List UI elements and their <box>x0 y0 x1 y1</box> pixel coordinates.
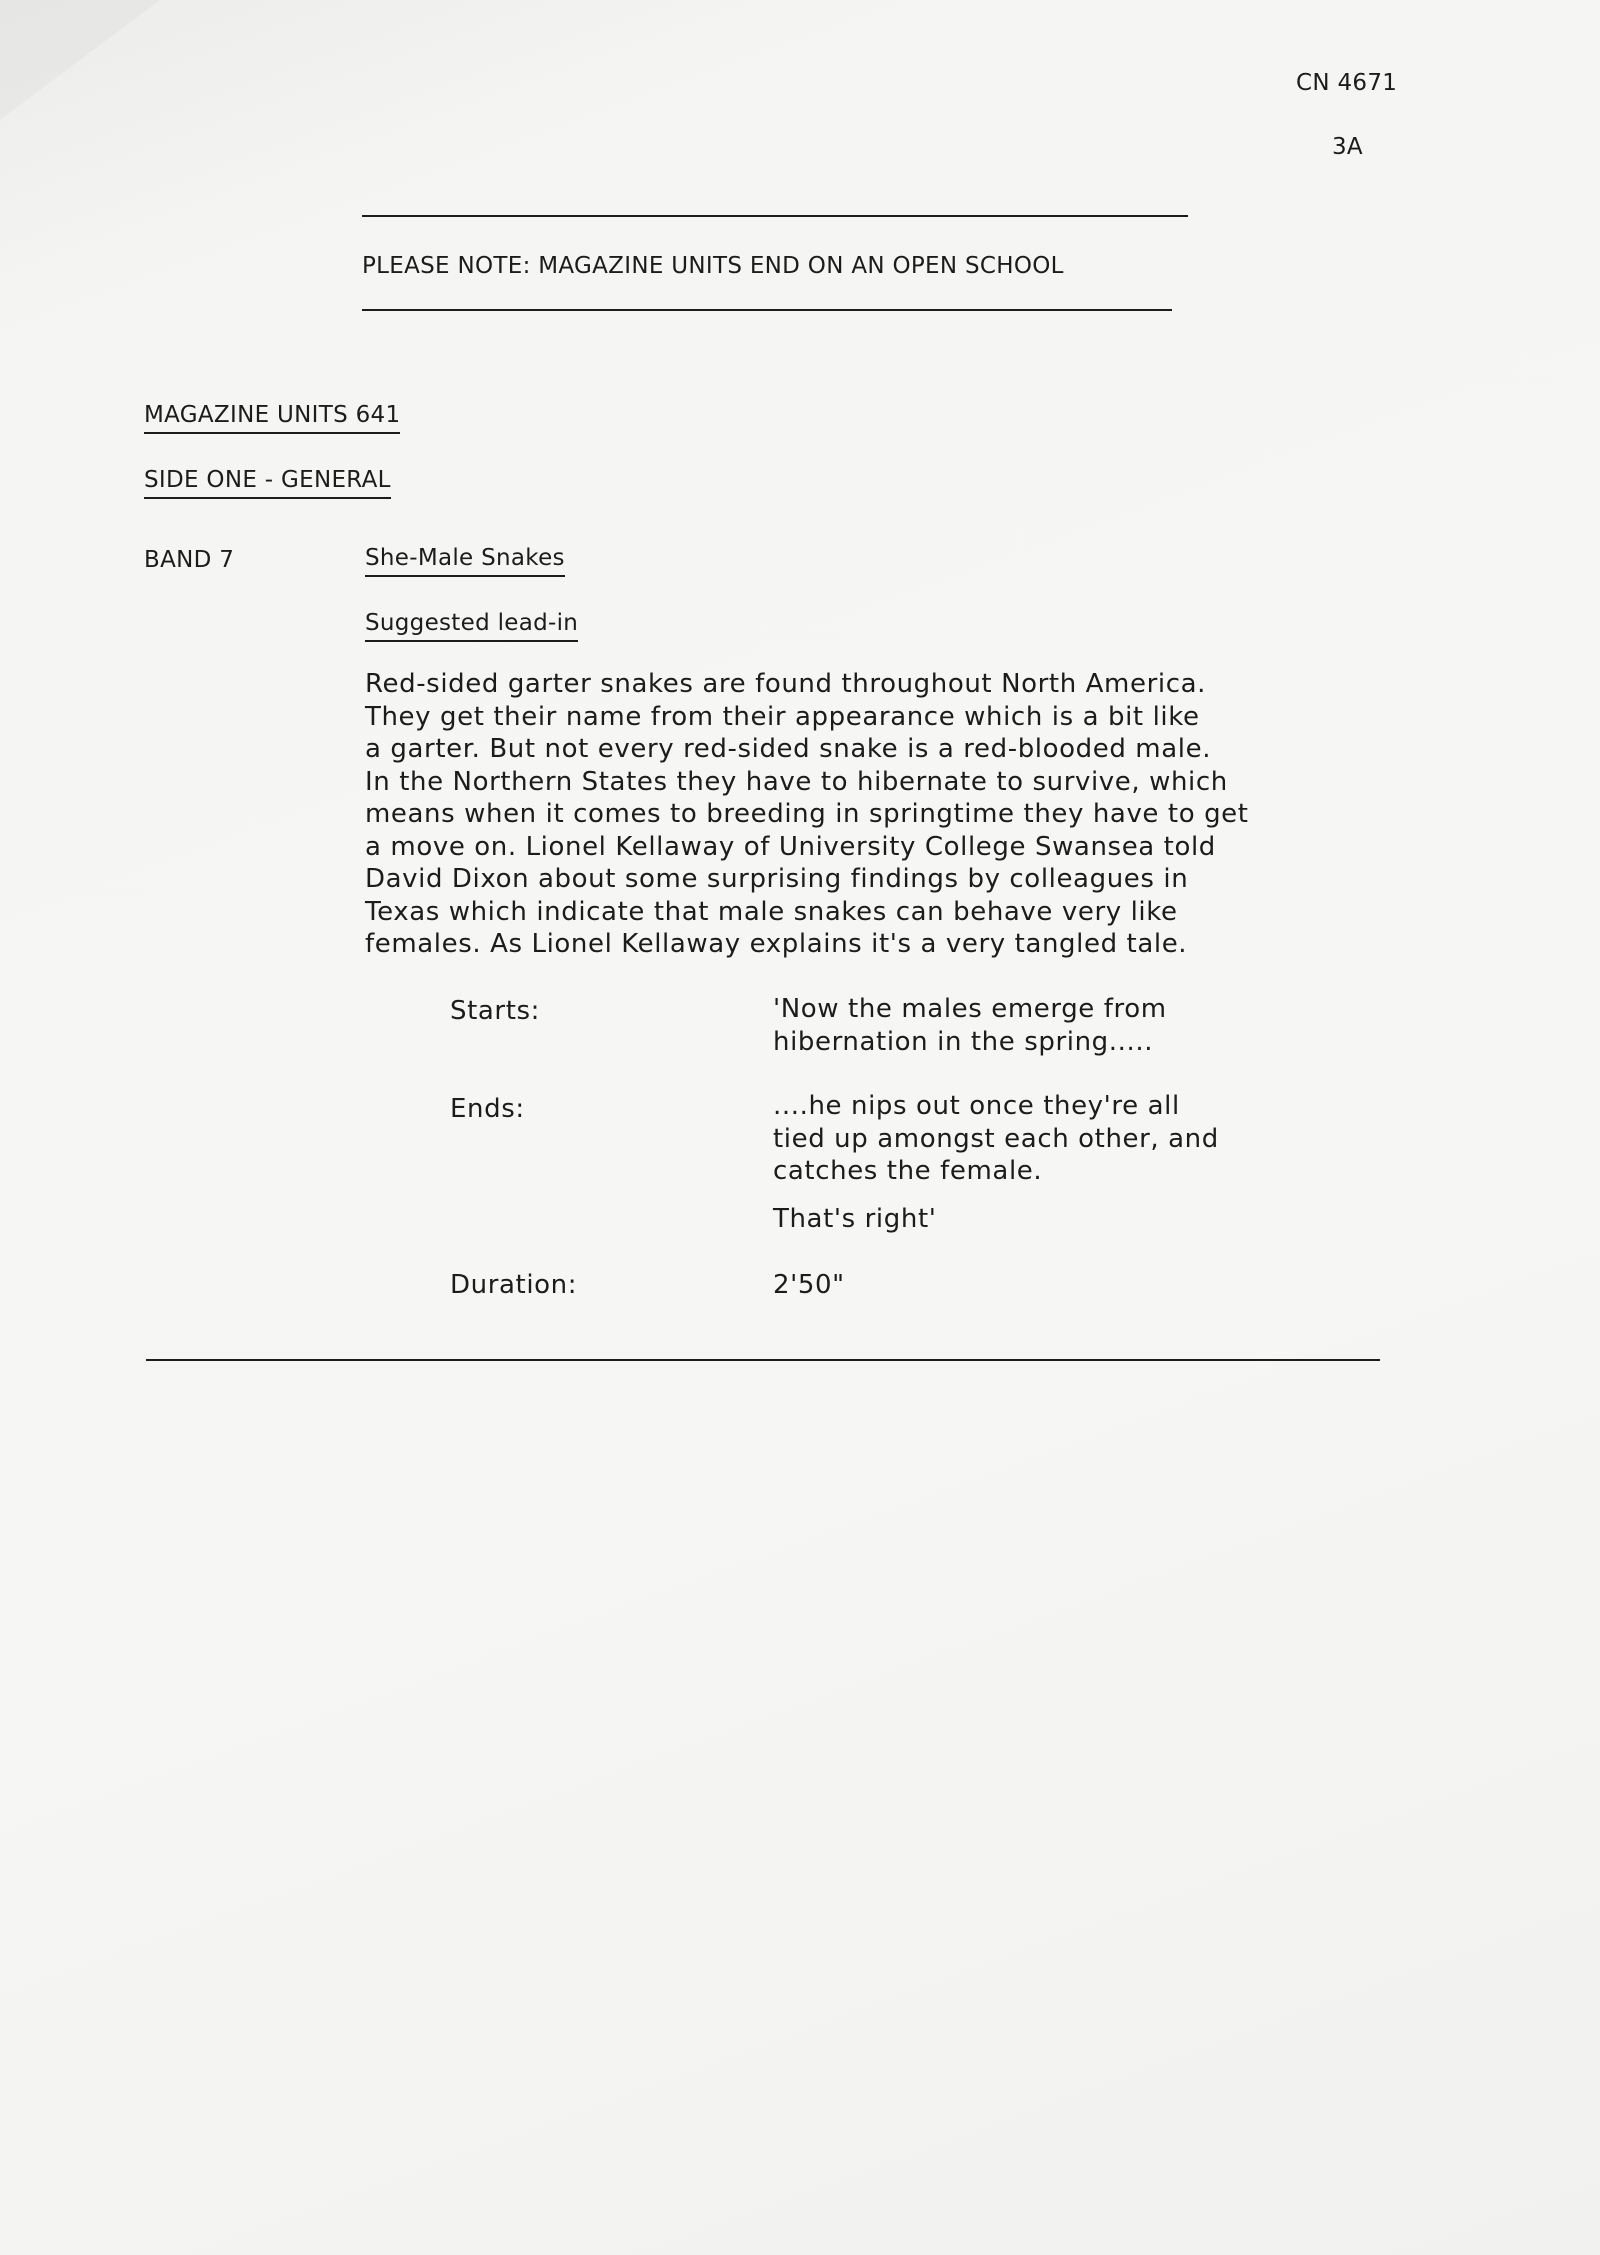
side-title-text: SIDE ONE - GENERAL <box>144 467 391 499</box>
leadin-line: They get their name from their appearance which is a bit like <box>365 701 1200 732</box>
leadin-line: females. As Lionel Kellaway explains it's a very tangled tale. <box>365 929 1188 959</box>
ends-line: catches the female. <box>773 1156 1043 1186</box>
band-number: BAND 7 <box>144 547 235 573</box>
ends-line: ....he nips out once they're all <box>773 1091 1180 1121</box>
page-label: 3A <box>1332 134 1363 160</box>
starts-label: Starts: <box>450 996 541 1026</box>
ends-line: tied up amongst each other, and <box>773 1123 1219 1154</box>
leadin-paragraph <box>365 668 1385 961</box>
notice-text: PLEASE NOTE: MAGAZINE UNITS END ON AN OPEN SCHOOL <box>362 253 1064 279</box>
side-title <box>144 467 391 493</box>
starts-cue <box>773 993 1373 1058</box>
ends-extra: That's right' <box>773 1204 937 1234</box>
item-title-text: She-Male Snakes <box>365 545 565 577</box>
leadin-line: Red-sided garter snakes are found throughout North America. <box>365 669 1206 699</box>
leadin-line: a garter. But not every red-sided snake is a red-blooded male. <box>365 734 1212 764</box>
leadin-line: In the Northern States they have to hibernate to survive, which <box>365 766 1228 797</box>
catalog-number: CN 4671 <box>1296 70 1398 96</box>
unit-title-text: MAGAZINE UNITS 641 <box>144 402 400 434</box>
ends-cue <box>773 1090 1373 1188</box>
leadin-line: means when it comes to breeding in springtime they have to get <box>365 799 1249 829</box>
leadin-heading <box>365 610 578 636</box>
duration-label: Duration: <box>450 1270 578 1300</box>
ends-label: Ends: <box>450 1094 525 1124</box>
leadin-line: David Dixon about some surprising findings by colleagues in <box>365 864 1189 894</box>
starts-line: 'Now the males emerge from <box>773 994 1167 1024</box>
notice-bottom-rule <box>362 309 1172 311</box>
duration-value: 2'50" <box>773 1270 845 1300</box>
starts-line: hibernation in the spring..... <box>773 1026 1154 1057</box>
leadin-heading-text: Suggested lead-in <box>365 610 578 642</box>
leadin-line: a move on. Lionel Kellaway of University College Swansea told <box>365 831 1216 862</box>
notice-top-rule <box>362 215 1188 217</box>
item-title <box>365 545 565 571</box>
page-fold-shadow <box>0 0 160 120</box>
unit-title <box>144 402 400 428</box>
section-divider <box>146 1359 1380 1361</box>
leadin-line: Texas which indicate that male snakes can behave very like <box>365 896 1178 927</box>
